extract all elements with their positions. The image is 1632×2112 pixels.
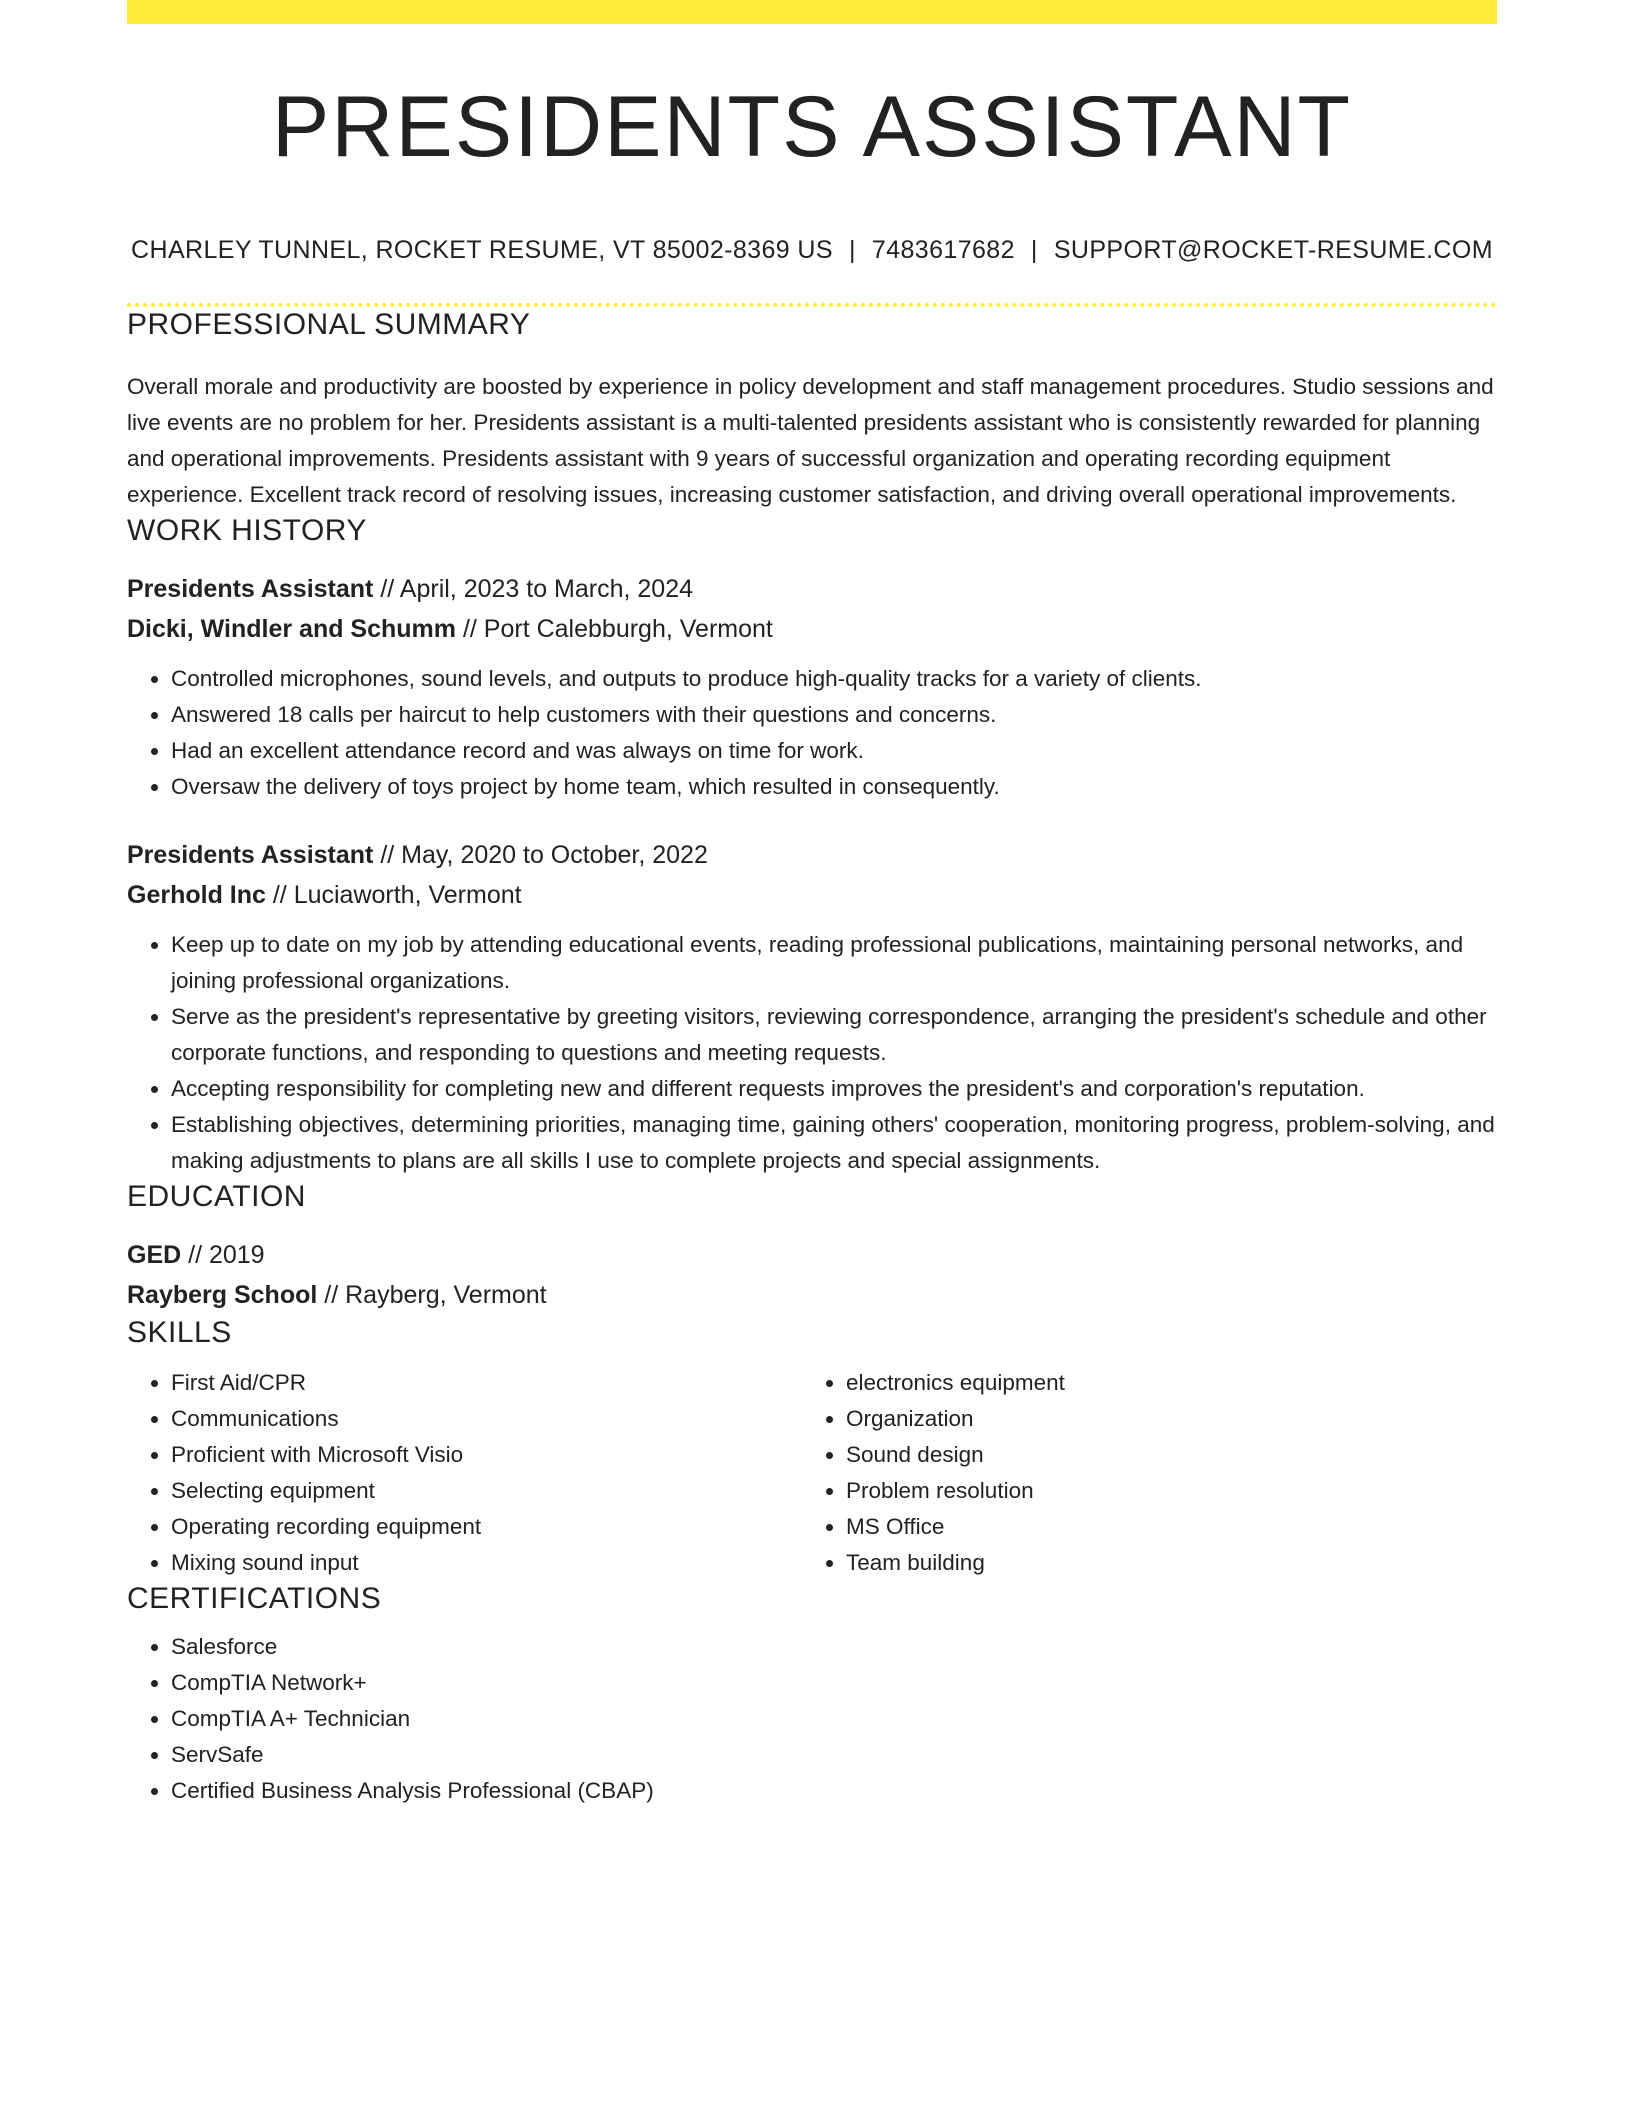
certification-item: • ServSafe [171,1737,1497,1773]
certification-item: • Certified Business Analysis Professional (CBAP) [171,1773,1497,1809]
job-title-line [127,569,1497,609]
job-company-line [127,609,1497,649]
skill-item: • Mixing sound input [171,1545,802,1581]
list-item: • Answered 18 calls per haircut to help customers with their questions and concerns. [171,697,1497,733]
summary-text: Overall morale and productivity are boosted by experience in policy development and staff management procedures. Studio sessions and live events are no problem for her. Presidents assistant is a multi-talented presidents assistant who is consistently rewarded for planning and operational improvements. Presidents assistant with 9 years of successful organization and operating recording equipment experience. Excellent track record of resolving issues, increasing customer satisfaction, and driving overall operational improvements. [127,374,1494,507]
skill-item: • Communications [171,1401,802,1437]
skill-item: • First Aid/CPR [171,1365,802,1401]
skills-list-left [127,1365,802,1581]
job-entry [127,835,1497,1179]
resume-page [127,0,1497,1809]
job-company: Gerhold Inc [127,881,266,909]
skill-item: • Team building [846,1545,1446,1581]
education-degree-line [127,1235,1497,1275]
skill-item: • Organization [846,1401,1446,1437]
list-item: • Keep up to date on my job by attending educational events, reading professional publications, maintaining personal networks, and joining professional organizations. [171,927,1497,999]
job-title: Presidents Assistant [127,575,374,603]
job-location: // Luciaworth, Vermont [265,881,522,909]
list-item: • Establishing objectives, determining priorities, managing time, gaining others' cooperation, monitoring progress, problem-solving, and making adjustments to plans are all skills I use to complete projects and special assignments. [171,1107,1497,1179]
skill-item: • MS Office [846,1509,1446,1545]
accent-top-bar [127,0,1497,24]
job-entry [127,569,1497,805]
skill-item: • Proficient with Microsoft Visio [171,1437,802,1473]
certifications-list [127,1629,1497,1809]
education-year: // 2019 [181,1241,265,1269]
education-location: // Rayberg, Vermont [317,1281,547,1309]
contact-separator: | [1030,236,1038,264]
job-title-line [127,835,1497,875]
list-item: • Had an excellent attendance record and was always on time for work. [171,733,1497,769]
work-history-heading: WORK HISTORY [127,514,367,547]
list-item: • Oversaw the delivery of toys project by home team, which resulted in consequently. [171,769,1497,805]
job-dates: // April, 2023 to March, 2024 [373,575,694,603]
education-school: Rayberg School [127,1281,318,1309]
skills-list-right [802,1365,1446,1581]
certification-item: • Salesforce [171,1629,1497,1665]
certifications-heading: CERTIFICATIONS [127,1582,382,1615]
contact-address: CHARLEY TUNNEL, ROCKET RESUME, VT 85002-8369 US [131,236,833,264]
skills-grid [127,1365,1497,1581]
education-degree: GED [127,1241,182,1269]
list-item: • Serve as the president's representative by greeting visitors, reviewing correspondence, arranging the president's schedule and other corporate functions, and responding to questions and meeting requests. [171,999,1497,1071]
job-bullets [127,661,1497,805]
contact-separator: | [848,236,856,264]
page-title: PRESIDENTS ASSISTANT [271,79,1353,175]
contact-phone: 7483617682 [871,236,1015,264]
job-location: // Port Calebburgh, Vermont [456,615,773,643]
contact-line [127,236,1497,265]
skill-item: • Operating recording equipment [171,1509,802,1545]
skill-item: • electronics equipment [846,1365,1446,1401]
certification-item: • CompTIA Network+ [171,1665,1497,1701]
skills-heading: SKILLS [127,1316,232,1349]
skill-item: • Problem resolution [846,1473,1446,1509]
skill-item: • Sound design [846,1437,1446,1473]
contact-email: SUPPORT@ROCKET-RESUME.COM [1053,236,1493,264]
list-item: • Accepting responsibility for completing new and different requests improves the president's and corporation's reputation. [171,1071,1497,1107]
job-dates: // May, 2020 to October, 2022 [373,841,708,869]
list-item: • Controlled microphones, sound levels, and outputs to produce high-quality tracks for a variety of clients. [171,661,1497,697]
skill-item: • Selecting equipment [171,1473,802,1509]
job-company: Dicki, Windler and Schumm [127,615,457,643]
education-school-line [127,1275,1497,1315]
summary-heading: PROFESSIONAL SUMMARY [127,308,531,341]
certification-item: • CompTIA A+ Technician [171,1701,1497,1737]
job-company-line [127,875,1497,915]
job-bullets [127,927,1497,1179]
education-heading: EDUCATION [127,1180,306,1213]
job-title: Presidents Assistant [127,841,374,869]
